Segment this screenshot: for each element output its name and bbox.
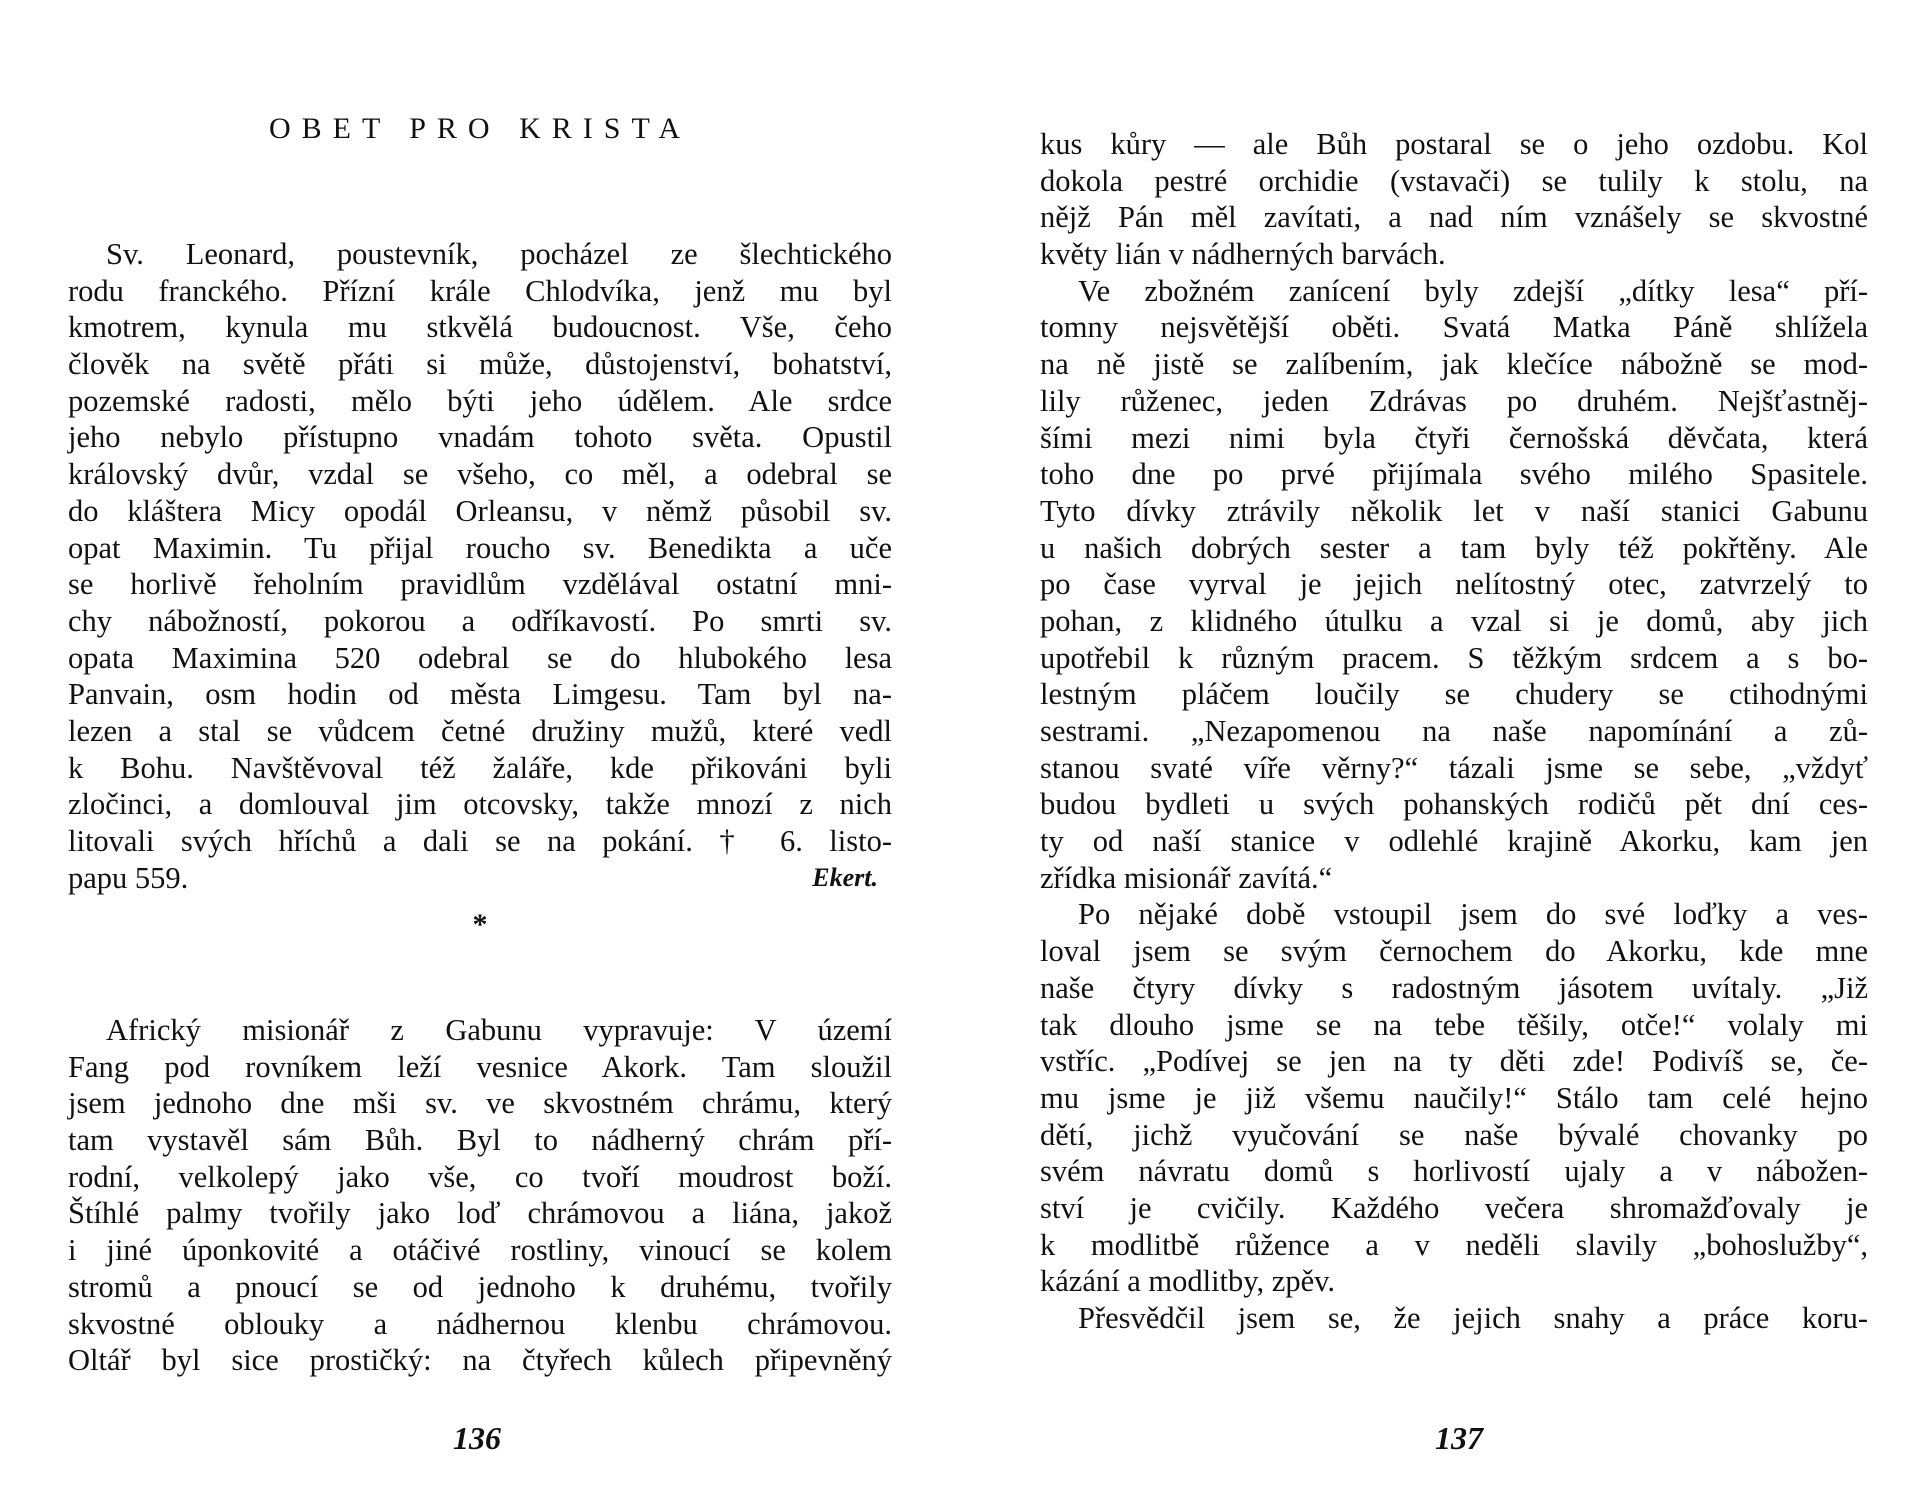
text-line: se horlivě řeholním pravidlům vzdělával ostatní mni- bbox=[68, 567, 892, 602]
text-line: i jiné úponkovité a otáčivé rostliny, vinoucí se kolem bbox=[68, 1233, 892, 1268]
text-line: litovali svých hříchů a dali se na pokání. † 6. listo- bbox=[68, 824, 892, 858]
closing-line bbox=[68, 860, 892, 897]
text-line: Po nějaké době vstoupil jsem do své loďky a ves- bbox=[1078, 897, 1868, 932]
text-line: ství je cvičily. Každého večera shromažďovaly je bbox=[1040, 1190, 1868, 1225]
text-line: svém návratu domů s horlivostí ujaly a v nábožen- bbox=[1040, 1154, 1868, 1189]
text-line: stanou svaté víře věrny?“ tázali jsme se sebe, „vždyť bbox=[1040, 750, 1868, 785]
text-line: k Bohu. Navštěvoval též žaláře, kde přikováni byli bbox=[68, 750, 892, 785]
text-line: Ve zbožném zanícení byly zdejší „dítky lesa“ pří- bbox=[1078, 273, 1868, 308]
right-page-text bbox=[1040, 126, 1868, 1337]
text-line: lestným pláčem loučily se chudery se ctihodnými bbox=[1040, 677, 1868, 712]
left-page bbox=[68, 0, 892, 1500]
text-line: Přesvědčil jsem se, že jejich snahy a práce koru- bbox=[1078, 1301, 1868, 1335]
text-line: zločinci, a domlouval jim otcovsky, takže mnozí z nich bbox=[68, 787, 892, 822]
text-line: na ně jistě se zalíbením, jak klečíce nábožně se mod- bbox=[1040, 347, 1868, 382]
text-line: do kláštera Micy opodál Orleansu, v němž působil sv. bbox=[68, 493, 892, 528]
text-line: skvostné oblouky a nádhernou klenbu chrámovou. bbox=[68, 1306, 892, 1341]
text-line: pozemské radosti, mělo býti jeho údělem. Ale srdce bbox=[68, 383, 892, 418]
text-line: nějž Pán měl zavítati, a nad ním vznášely se skvostné bbox=[1040, 200, 1868, 235]
text-line: tak dlouho jsme se na tebe těšily, otče!“ volaly mi bbox=[1040, 1007, 1868, 1042]
paragraph-st-leonard bbox=[68, 236, 892, 896]
text-line: šími mezi nimi byla čtyři černošská děvčata, která bbox=[1040, 420, 1868, 455]
page-number-right: 137 bbox=[1435, 1420, 1483, 1456]
text-line: lily růženec, jeden Zdrávas po druhém. Nejšťastněj- bbox=[1040, 383, 1868, 418]
text-line: loval jsem se svým černochem do Akorku, kde mne bbox=[1040, 934, 1868, 969]
text-line: po čase vyrval je jejich nelítostný otec, zatvrzelý to bbox=[1040, 567, 1868, 602]
author-signature: Ekert. bbox=[812, 862, 878, 892]
text-line: pohan, z klidného útulku a vzal si je domů, aby jich bbox=[1040, 603, 1868, 638]
section-separator-asterisk: * bbox=[472, 908, 488, 941]
text-line: zřídka misionář zavítá.“ bbox=[1040, 860, 1333, 895]
text-line: Tyto dívky ztrávily několik let v naší stanici Gabunu bbox=[1040, 493, 1868, 528]
text-line: tam vystavěl sám Bůh. Byl to nádherný chrám pří- bbox=[68, 1123, 892, 1158]
text-line: lezen a stal se vůdcem četné družiny mužů, které vedl bbox=[68, 713, 892, 748]
text-line: královský dvůr, vzdal se všeho, co měl, a odebral se bbox=[68, 457, 892, 492]
text-line: Oltář byl sice prostičký: na čtyřech kůlech připevněný bbox=[68, 1343, 892, 1378]
text-line: rodní, velkolepý jako vše, co tvoří moudrost boží. bbox=[68, 1159, 892, 1194]
text-line: dokola pestré orchidie (vstavači) se tulily k stolu, na bbox=[1040, 163, 1868, 198]
text-line: papu 559. bbox=[68, 860, 189, 895]
page-number-left: 136 bbox=[453, 1420, 501, 1456]
text-line: květy lián v nádherných barvách. bbox=[1040, 237, 1446, 272]
text-line: ty od naší stanice v odlehlé krajině Akorku, kam jen bbox=[1040, 824, 1868, 859]
text-line: člověk na světě přáti si může, důstojenství, bohatství, bbox=[68, 347, 892, 382]
text-line: vstříc. „Podívej se jen na ty děti zde! Podivíš se, če- bbox=[1040, 1044, 1868, 1079]
text-line: jsem jednoho dne mši sv. ve skvostném chrámu, který bbox=[68, 1086, 892, 1121]
text-line: rodu franckého. Přízní krále Chlodvíka, jenž mu byl bbox=[68, 273, 892, 308]
right-page bbox=[1040, 0, 1868, 1500]
text-line: dětí, jichž vyučování se naše bývalé chovanky po bbox=[1040, 1117, 1868, 1152]
text-line: naše čtyry dívky s radostným jásotem uvítaly. „Již bbox=[1040, 970, 1868, 1005]
text-line: kus kůry — ale Bůh postaral se o jeho ozdobu. Kol bbox=[1040, 127, 1868, 161]
text-line: opat Maximin. Tu přijal roucho sv. Benedikta a uče bbox=[68, 530, 892, 565]
text-line: mu jsme je již všemu naučily!“ Stálo tam celé hejno bbox=[1040, 1080, 1868, 1115]
text-line: kázání a modlitby, zpěv. bbox=[1040, 1264, 1336, 1299]
text-line: stromů a pnoucí se od jednoho k druhému, tvořily bbox=[68, 1269, 892, 1304]
text-line: jeho nebylo přístupno vnadám tohoto světa. Opustil bbox=[68, 420, 892, 455]
text-line: Panvain, osm hodin od města Limgesu. Tam byl na- bbox=[68, 677, 892, 712]
text-line: Fang pod rovníkem leží vesnice Akork. Tam sloužil bbox=[68, 1049, 892, 1084]
text-line: Africký misionář z Gabunu vypravuje: V území bbox=[106, 1013, 892, 1047]
text-line: sestrami. „Nezapomenou na naše napomínání a zů- bbox=[1040, 714, 1868, 748]
text-line: Štíhlé palmy tvořily jako loď chrámovou a liána, jakož bbox=[68, 1196, 892, 1231]
text-line: budou bydleti u svých pohanských rodičů pět dní ces- bbox=[1040, 787, 1868, 822]
chapter-title: OBET PRO KRISTA bbox=[268, 112, 692, 145]
text-line: toho dne po prvé přijímala svého milého Spasitele. bbox=[1040, 457, 1868, 492]
text-line: chy nábožností, pokorou a odříkavostí. Po smrti sv. bbox=[68, 603, 892, 638]
paragraph-african-missionary bbox=[68, 1012, 892, 1379]
text-line: opata Maximina 520 odebral se do hlubokého lesa bbox=[68, 640, 892, 675]
text-line: kmotrem, kynula mu stkvělá budoucnost. Vše, čeho bbox=[68, 310, 892, 345]
text-line: k modlitbě růžence a v neděli slavily „bohoslužby“, bbox=[1040, 1227, 1868, 1262]
text-line: tomny nejsvětější oběti. Svatá Matka Páně shlížela bbox=[1040, 310, 1868, 345]
text-line: u našich dobrých sester a tam byly též pokřtěny. Ale bbox=[1040, 530, 1868, 565]
text-line: upotřebil k různým pracem. S těžkým srdcem a s bo- bbox=[1040, 640, 1868, 675]
text-line: Sv. Leonard, poustevník, pocházel ze šlechtického bbox=[106, 237, 892, 271]
